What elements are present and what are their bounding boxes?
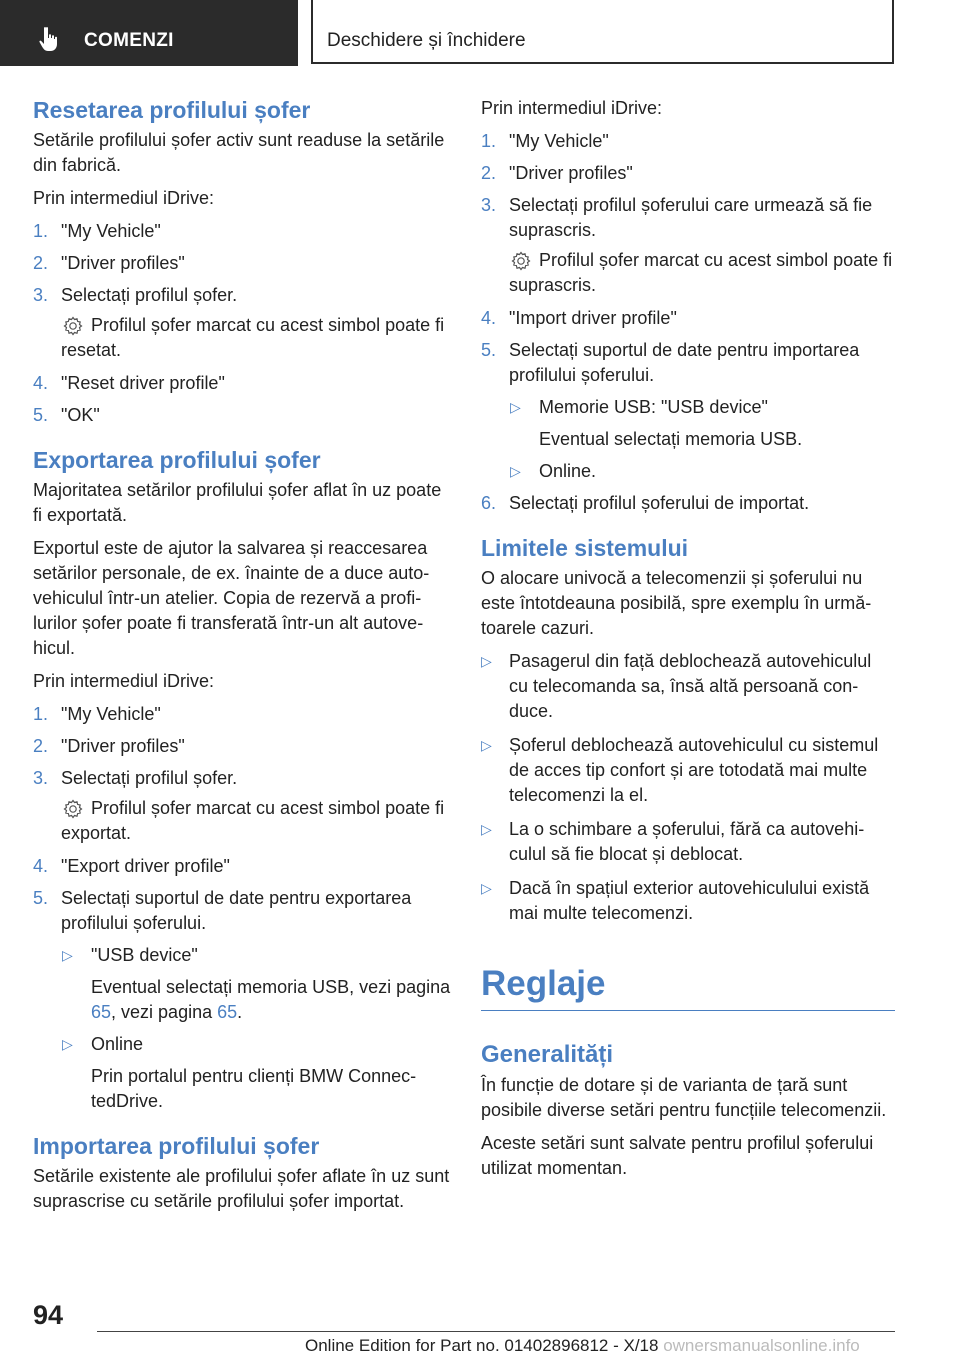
reset-via: Prin intermediul iDrive: bbox=[33, 188, 215, 208]
step-number: 3. bbox=[481, 195, 497, 215]
section-label: COMENZI bbox=[84, 30, 174, 51]
step-number: 4. bbox=[33, 856, 49, 876]
list-item: ▷ Șoferul deblochează autovehiculul cu sistemul de acces tip confort și are totodată mai multe telecomenzi la el. bbox=[481, 735, 879, 805]
triangle-bullet-icon: ▷ bbox=[510, 399, 521, 415]
list-item: ▷ Dacă în spațiul exterior autovehiculului există mai multe telecomenzi. bbox=[481, 878, 870, 923]
step-number: 3. bbox=[33, 768, 49, 788]
step-text: Selectați profilul șoferului de importat. bbox=[509, 493, 810, 513]
page-link[interactable]: 65 bbox=[91, 1002, 112, 1022]
step-number: 1. bbox=[33, 704, 49, 724]
step-text: "Driver profiles" bbox=[509, 163, 633, 183]
triangle-bullet-icon: ▷ bbox=[62, 947, 73, 963]
step-text: "My Vehicle" bbox=[61, 221, 161, 241]
export-p2: Exportul este de ajutor la salvarea și reaccesarea setărilor personale, de ex. înainte de a duce autovehiculul într-un atelier. Copia de rezervă a profilurilor șofer poate fi transferată într-un alt autovehicul. bbox=[33, 538, 430, 658]
triangle-bullet-icon: ▷ bbox=[481, 880, 492, 896]
note-text: Profilul șofer marcat cu acest simbol poate fi exportat. bbox=[61, 798, 445, 843]
step-number: 5. bbox=[33, 888, 49, 908]
gear-icon bbox=[511, 251, 531, 271]
triangle-bullet-icon: ▷ bbox=[62, 1036, 73, 1052]
step-text: "My Vehicle" bbox=[509, 131, 609, 151]
step-text: Selectați profilul șofer. bbox=[61, 285, 238, 305]
reset-heading: Resetarea profilului șofer bbox=[33, 97, 311, 123]
list-item bbox=[33, 854, 451, 879]
step-text: "OK" bbox=[61, 405, 100, 425]
import-steps bbox=[481, 129, 895, 516]
step-number: 2. bbox=[33, 253, 49, 273]
step-text: "Import driver profile" bbox=[509, 308, 677, 328]
list-item bbox=[33, 886, 451, 936]
triangle-bullet-icon: ▷ bbox=[510, 463, 521, 479]
import-heading: Importarea profilului șofer bbox=[33, 1133, 320, 1159]
chapter-title: Deschidere și închidere bbox=[327, 30, 526, 51]
step-number: 2. bbox=[481, 163, 497, 183]
list-item bbox=[33, 251, 451, 276]
left-column bbox=[33, 96, 451, 1222]
reset-intro: Setările profilului șofer activ sunt readuse la setările din fabrică. bbox=[33, 130, 445, 175]
list-item bbox=[33, 403, 451, 428]
step-text: Selectați suportul de date pentru importarea profilului șoferului. bbox=[509, 340, 860, 385]
chapter-tab bbox=[311, 0, 894, 64]
right-column bbox=[481, 96, 895, 1189]
list-item: ▷ Pasagerul din față deblochează autovehiculul cu telecomanda sa, însă altă persoană conduce. bbox=[481, 651, 872, 721]
option-detail: Eventual selectați memoria USB, vezi pagina 65, vezi pagina 65. bbox=[91, 977, 451, 1022]
option-label: "USB device" bbox=[91, 945, 198, 965]
list-item bbox=[33, 766, 451, 791]
section-tab bbox=[0, 0, 298, 66]
option-label: Online. bbox=[539, 461, 597, 481]
import-p1: Setările existente ale profilului șofer aflate în uz sunt suprascrise cu setările profilului șofer importat. bbox=[33, 1166, 450, 1211]
list-item: ▷ La o schimbare a șoferului, fără ca autovehiculul să fie blocat și deblocat. bbox=[481, 819, 865, 864]
step-number: 3. bbox=[33, 285, 49, 305]
settings-p1: În funcție de dotare și de varianta de țară sunt posibile diverse setări pentru funcțiile telecomenzii. bbox=[481, 1075, 887, 1120]
list-item bbox=[33, 734, 451, 759]
page-header bbox=[0, 0, 960, 66]
settings-heading: Reglaje bbox=[481, 964, 895, 1011]
list-item bbox=[33, 702, 451, 727]
option-item bbox=[33, 943, 451, 1025]
list-item bbox=[481, 193, 895, 243]
triangle-bullet-icon: ▷ bbox=[481, 653, 492, 669]
symbol-note bbox=[33, 313, 451, 363]
export-steps bbox=[33, 702, 451, 1114]
step-text: Selectați suportul de date pentru exportarea profilului șoferului. bbox=[61, 888, 412, 933]
step-number: 5. bbox=[33, 405, 49, 425]
triangle-bullet-icon: ▷ bbox=[481, 821, 492, 837]
list-item bbox=[481, 338, 895, 388]
list-item bbox=[481, 129, 895, 154]
step-number: 4. bbox=[481, 308, 497, 328]
page-link[interactable]: 65 bbox=[217, 1002, 238, 1022]
step-number: 5. bbox=[481, 340, 497, 360]
general-heading: Generalități bbox=[481, 1041, 614, 1068]
option-label: Online bbox=[91, 1034, 144, 1054]
limits-heading: Limitele sistemului bbox=[481, 535, 689, 561]
step-text: "Reset driver profile" bbox=[61, 373, 225, 393]
option-item bbox=[33, 1032, 451, 1114]
note-text: Profilul șofer marcat cu acest simbol poate fi resetat. bbox=[61, 315, 445, 360]
step-text: "My Vehicle" bbox=[61, 704, 161, 724]
hand-pointer-icon bbox=[38, 26, 60, 52]
footer-divider bbox=[97, 1331, 895, 1332]
symbol-note bbox=[33, 796, 451, 846]
list-item bbox=[481, 491, 895, 516]
settings-p2: Aceste setări sunt salvate pentru profilul șoferului utilizat momentan. bbox=[481, 1133, 874, 1178]
step-number: 4. bbox=[33, 373, 49, 393]
export-p1: Majoritatea setărilor profilului șofer aflat în uz poate fi exportată. bbox=[33, 480, 442, 525]
option-item bbox=[481, 395, 895, 452]
limits-p1: O alocare univocă a telecomenzii și șoferului nu este întotdeauna posibilă, spre exemplu în următoarele cazuri. bbox=[481, 568, 872, 638]
export-via: Prin intermediul iDrive: bbox=[33, 671, 215, 691]
list-item bbox=[33, 219, 451, 244]
step-text: Selectați profilul șoferului care urmează să fie suprascris. bbox=[509, 195, 873, 240]
step-text: "Export driver profile" bbox=[61, 856, 230, 876]
option-detail: Eventual selectați memoria USB. bbox=[539, 429, 803, 449]
step-number: 2. bbox=[33, 736, 49, 756]
edition-text: Online Edition for Part no. 01402896812 - X/18 bbox=[305, 1336, 659, 1355]
list-item bbox=[33, 371, 451, 396]
step-text: "Driver profiles" bbox=[61, 253, 185, 273]
step-number: 1. bbox=[481, 131, 497, 151]
import-via: Prin intermediul iDrive: bbox=[481, 98, 663, 118]
gear-icon bbox=[63, 799, 83, 819]
footer-edition bbox=[305, 1336, 860, 1356]
step-number: 6. bbox=[481, 493, 497, 513]
note-text: Profilul șofer marcat cu acest simbol poate fi suprascris. bbox=[509, 250, 893, 295]
step-number: 1. bbox=[33, 221, 49, 241]
option-label: Memorie USB: "USB device" bbox=[539, 397, 768, 417]
list-item bbox=[481, 306, 895, 331]
page-number: 94 bbox=[33, 1300, 64, 1330]
step-text: Selectați profilul șofer. bbox=[61, 768, 238, 788]
reset-steps bbox=[33, 219, 451, 428]
step-text: "Driver profiles" bbox=[61, 736, 185, 756]
export-heading: Exportarea profilului șofer bbox=[33, 447, 321, 473]
symbol-note bbox=[481, 248, 895, 298]
option-detail: Prin portalul pentru clienți BMW ConnectedDrive. bbox=[91, 1066, 417, 1111]
list-item bbox=[481, 161, 895, 186]
list-item bbox=[33, 283, 451, 308]
option-item bbox=[481, 459, 895, 484]
gear-icon bbox=[63, 316, 83, 336]
triangle-bullet-icon: ▷ bbox=[481, 737, 492, 753]
watermark-text: ownersmanualsonline.info bbox=[663, 1336, 860, 1355]
